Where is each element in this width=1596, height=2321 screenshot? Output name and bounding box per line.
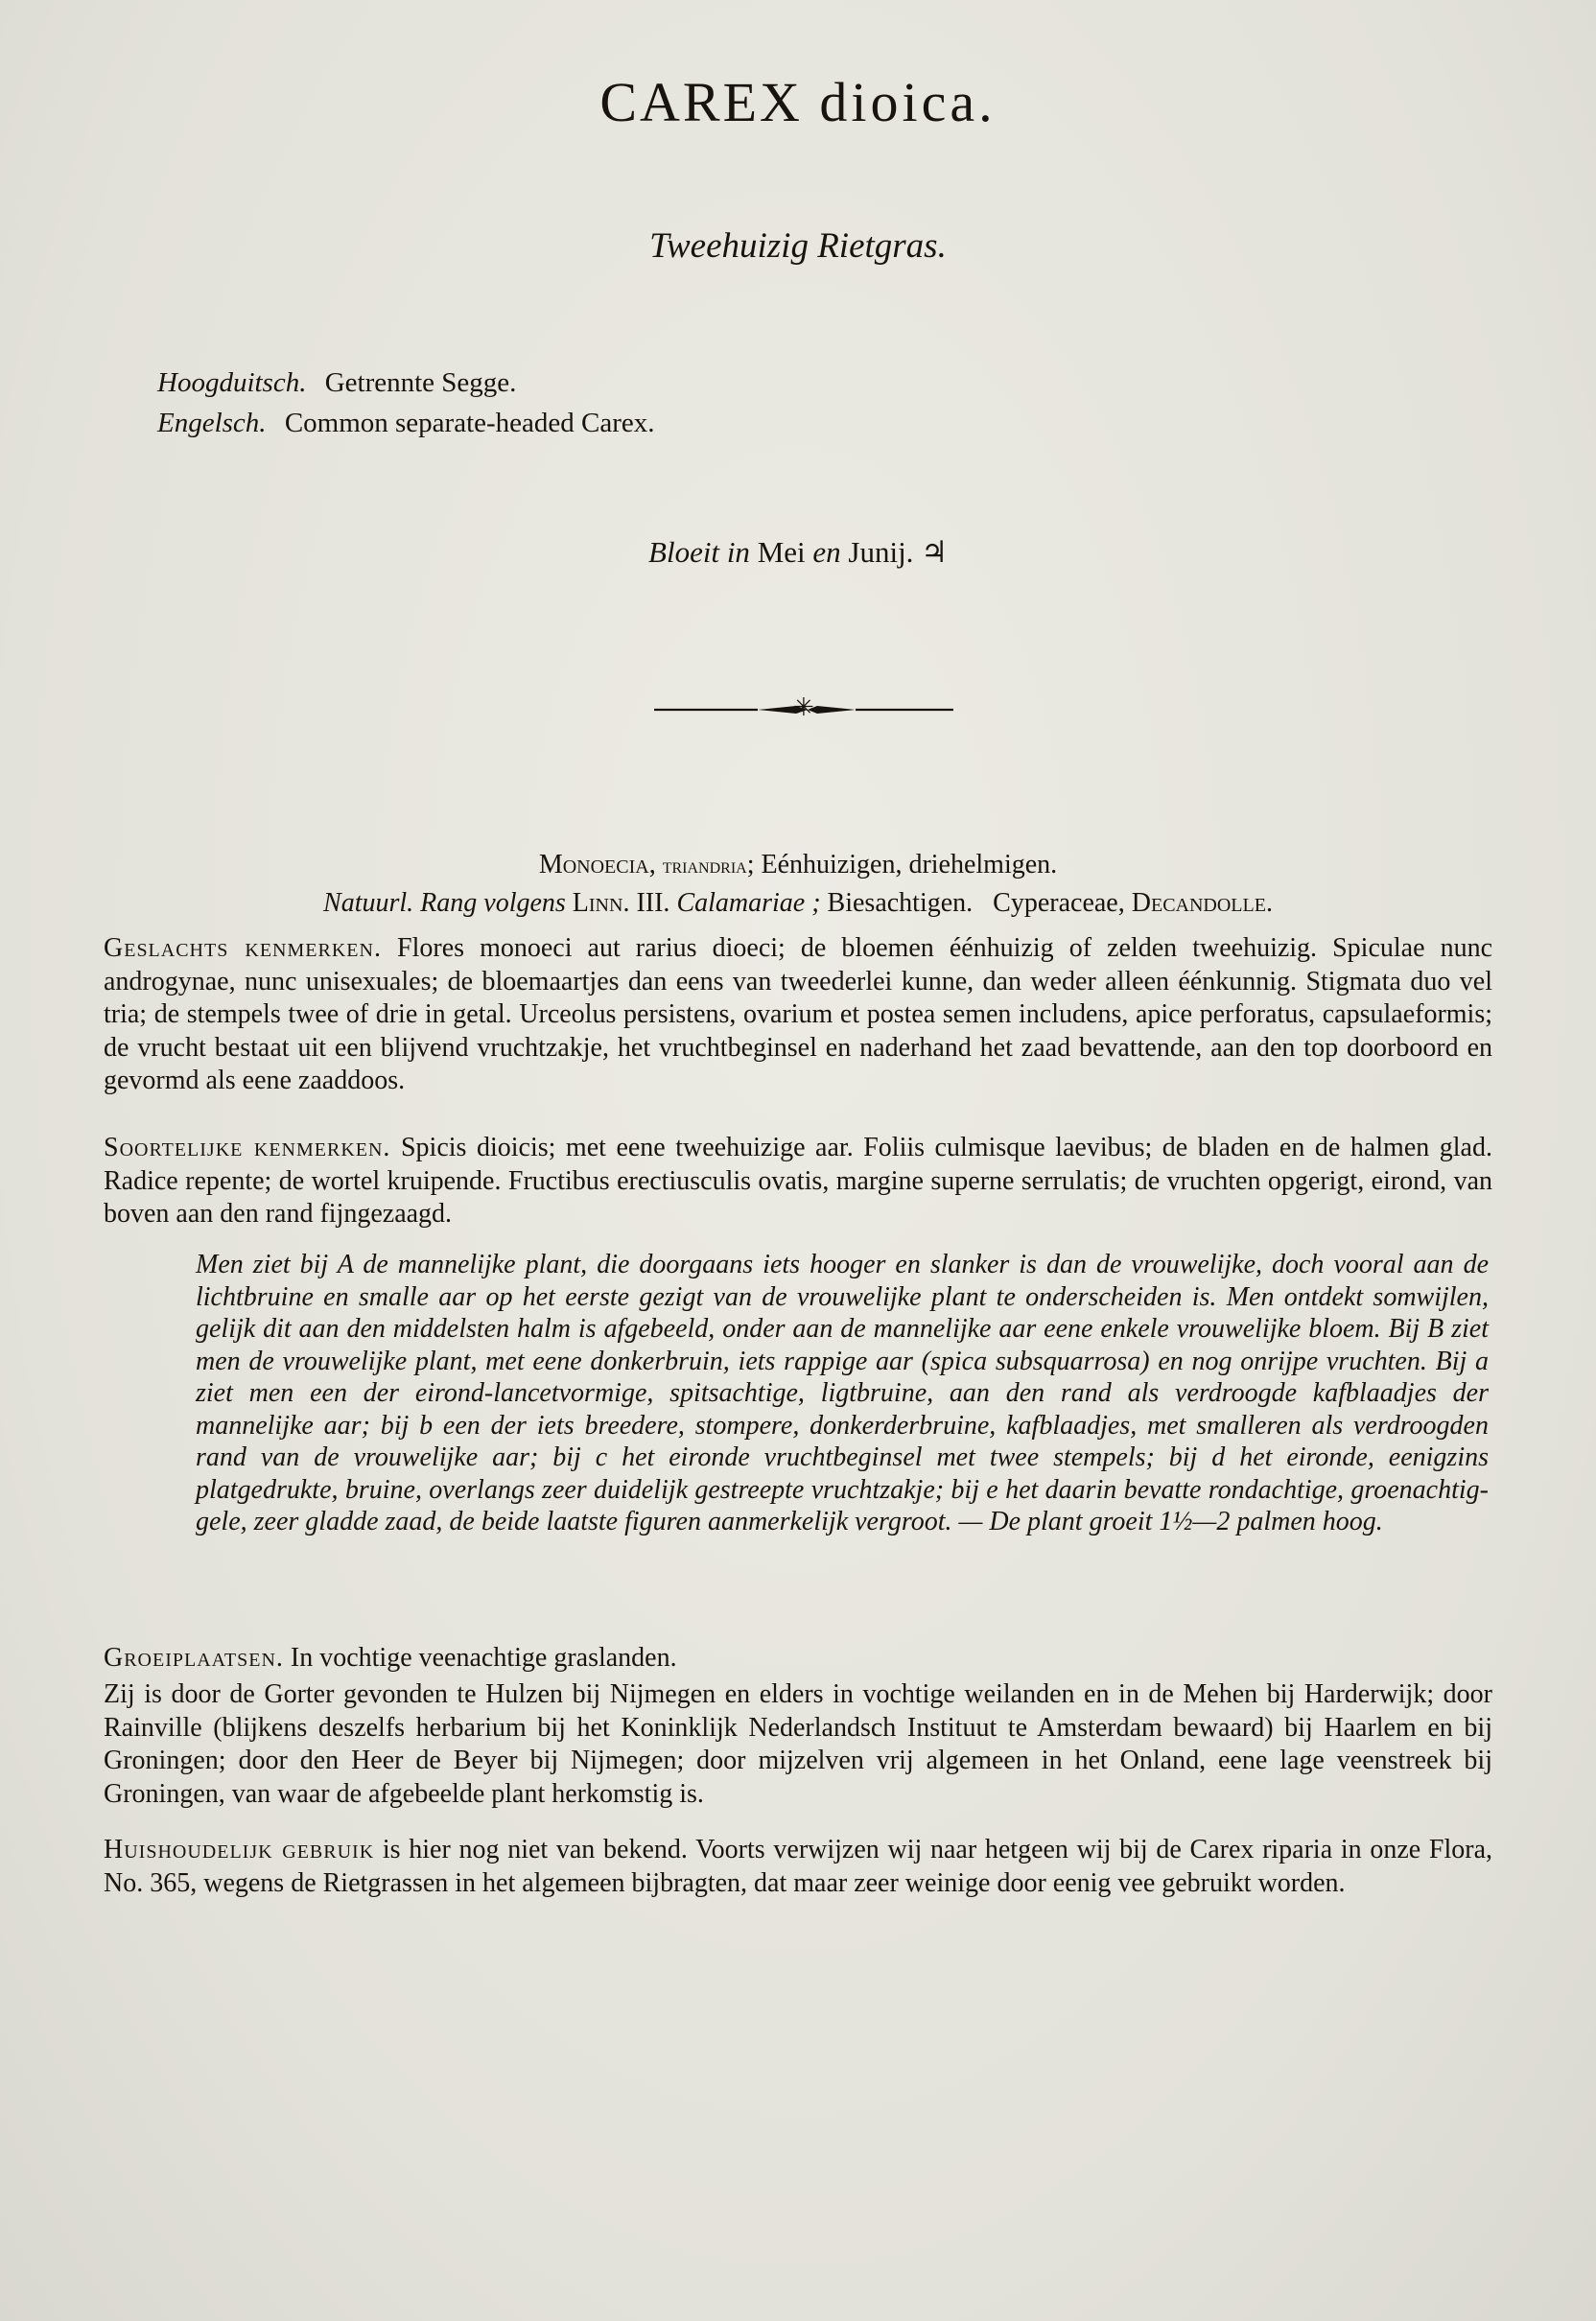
section-text: Flores monoeci aut rarius dioeci; de bloemen éénhuizig of zelden tweehuizig. Spiculae nunc androgynae, nunc unisexuales; de bloemaartjes dan eens van tweederlei kunne, dan weder alleen éénkunnig. Stigmata duo vel tria; de stempels twee of drie in getal. Urceolus persistens, ovarium et postea semen includens, apice perforatus, capsulaeformis; de vrucht bestaat uit een blijvend vruchtzakje, het vruchtbeginsel en naderhand het zaad bevattende, aan den top doorboord en gevormd als eene zaaddoos. [104,933,1493,1095]
rank-dutch: Biesachtigen. [827,888,974,918]
flowering-in: in [726,535,750,569]
section-heading: Soortelijke kenmerken. [104,1133,391,1162]
flowering-month-1: Mei [757,535,806,569]
section-text: Zij is door de Gorter gevonden te Hulzen bij Nijmegen en elders in vochtige weilanden en in de Mehen bij Harderwijk; door Rainville (blijkens deszelfs herbarium bij het Koninklijk Nederlandsch Instituut te Amsterdam bewaard) bij Haarlem en bij Groningen; door den Heer de Beyer bij Nijmegen; door mijzelven vrij algemeen in het Onland, eene lage veenstreek bij Groningen, van waar de afgebeelde plant herkomstig is. [104,1679,1492,1809]
species-characters [104,1132,1492,1231]
vernacular-names [157,363,655,443]
vernacular-english [157,403,655,443]
dutch-common-name: Tweehuizig Rietgras. [649,226,947,266]
rank-number: III. [636,888,670,918]
rank-family: Calamariae ; [676,888,821,918]
family-name: Cyperaceae, [993,888,1125,918]
classification-line-2 [0,884,1596,923]
linnaean-order: triandria [662,854,747,878]
section-text: In vochtige veenachtige graslanden. [290,1643,677,1673]
linnaean-dutch: Eénhuizigen, driehelmigen. [761,850,1058,879]
section-heading: Geslachts kenmerken. [104,933,382,963]
classification-line-1: Monoecia, triandria; Eénhuizigen, driehelmigen. [538,850,1058,879]
genus-name: CAREX [599,71,803,133]
household-use [104,1834,1492,1900]
genus-characters [104,932,1492,1098]
vernacular-value: Common separate-headed Carex. [284,408,655,438]
natural-rank-label: Natuurl. Rang volgens [323,888,566,918]
section-text: is hier nog niet van bekend. Voorts verwijzen wij naar hetgeen wij bij de Carex riparia in onze Flora, No. 365, wegens de Rietgrassen in het algemeen bijbragten, dat maar zeer weinige door eenig vee gebruikt worden. [104,1835,1492,1898]
flowering-prefix: Bloeit [648,535,720,569]
vernacular-value: Getrennte Segge. [324,367,517,398]
section-text: Men ziet bij A de mannelijke plant, die doorgaans iets hooger en slanker is dan de vrouwelijke, doch vooral aan de lichtbruine en smalle aar op het eerste gezigt van de vrouwelijke plant te onderscheiden is. Men ontdekt somwijlen, gelijk dit aan den middelsten halm is afgebeeld, onder aan de mannelijke aar eene enkele vrouwelijke bloem. Bij B ziet men de vrouwelijke plant, met eene donkerbruin, iets rappige aar (spica subsquarrosa) en nog onrijpe vruchten. Bij a ziet men een der eirond-lancetvormige, spitsachtige, ligtbruine, aan den rand als verdroogde kafblaadjes der mannelijke aar; bij b een der iets breedere, stompere, donkerderbruine, kafblaadjes, met smalleren als verdroogden rand van de vrouwelijke aar; bij c het eironde vruchtbeginsel met twee stempels; bij d het eironde, eenigzins platgedrukte, bruine, overlangs zeer duidelijk gestreepte vruchtzakje; bij e het daarin bevatte rondachtige, groenachtig-gele, zeer gladde zaad, de beide laatste figuren aanmerkelijk vergroot. — De plant groeit 1½—2 palmen hoog. [196,1250,1489,1536]
flowering-time [0,533,1596,572]
figure-description [196,1249,1489,1538]
linnaean-class: Monoecia [538,850,649,879]
flowering-en: en [812,535,841,569]
perennial-symbol: ♃ [921,535,948,569]
vernacular-german [157,363,655,403]
section-text: Spicis dioicis; met eene tweehuizige aar. Foliis culmisque laevibus; de bladen en de halmen glad. Radice repente; de wortel kruipende. Fructibus erectiusculis ovatis, margine superne serrulatis; de vruchten opgerigt, eirond, van boven aan den rand fijngezaagd. [104,1133,1492,1229]
species-epithet: dioica. [819,71,997,133]
rank-author: Linn. [572,888,630,918]
family-author: Decandolle. [1131,888,1273,918]
ornament-divider [652,693,955,723]
habitat [104,1642,1492,1676]
language-label: Engelsch. [157,408,267,438]
language-label: Hoogduitsch. [157,367,307,398]
section-heading: Huishoudelijk gebruik [104,1835,375,1864]
section-heading: Groeiplaatsen. [104,1643,284,1673]
localities [104,1678,1492,1811]
flowering-month-2: Junij. [848,535,914,569]
page-title [0,69,1596,136]
asterisk-icon: ✳ [793,693,814,721]
